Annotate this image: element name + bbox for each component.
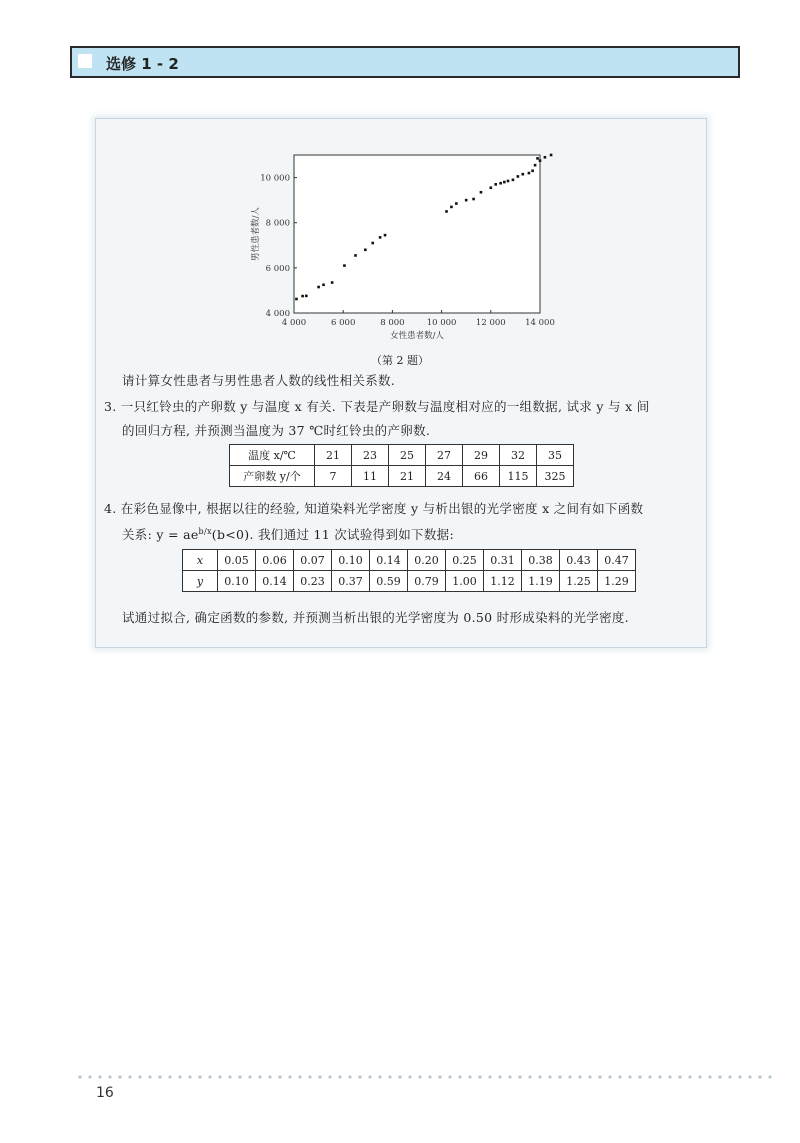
y-tick-label: 4 000 xyxy=(265,309,290,319)
table-cell: y xyxy=(183,571,218,592)
scatter-point xyxy=(550,154,553,157)
x-tick-label: 6 000 xyxy=(331,318,356,328)
y-tick-label: 10 000 xyxy=(260,173,290,184)
table-row xyxy=(230,445,574,466)
formula-exponent: b/x xyxy=(198,526,212,536)
table-cell: 29 xyxy=(463,445,500,466)
table-cell: 温度 x/℃ xyxy=(230,445,315,466)
table-cell: 0.31 xyxy=(484,550,522,571)
table-cell: 0.05 xyxy=(218,550,256,571)
table-cell: 0.79 xyxy=(408,571,446,592)
scatter-point xyxy=(379,236,382,239)
scatter-point xyxy=(301,295,304,298)
table-cell: 24 xyxy=(426,466,463,487)
scatter-point xyxy=(503,181,506,184)
footer-divider xyxy=(75,1075,775,1079)
section-title: 选修 1 - 2 xyxy=(106,55,179,73)
scatter-point xyxy=(384,234,387,237)
scatter-point xyxy=(371,242,374,245)
scatter-point xyxy=(544,156,547,159)
table-cell: 27 xyxy=(426,445,463,466)
scatter-point xyxy=(512,179,515,182)
scatter-point xyxy=(490,186,493,189)
scatter-point xyxy=(480,191,483,194)
table-cell: 1.25 xyxy=(560,571,598,592)
table-cell: 11 xyxy=(352,466,389,487)
table-cell: 32 xyxy=(500,445,537,466)
optical-density-table xyxy=(182,549,636,592)
question-4-formula-line xyxy=(122,525,454,543)
temperature-egg-table xyxy=(229,444,574,487)
scatter-point xyxy=(305,295,308,298)
x-tick-label: 12 000 xyxy=(475,318,506,328)
scatter-point xyxy=(465,199,468,202)
table-cell: 25 xyxy=(389,445,426,466)
table-cell: 23 xyxy=(352,445,389,466)
table-cell: 0.37 xyxy=(332,571,370,592)
table-cell: 115 xyxy=(500,466,537,487)
section-header xyxy=(70,46,740,78)
y-axis-label: 男性患者数/人 xyxy=(251,207,261,261)
scatter-point xyxy=(539,159,542,162)
scatter-point xyxy=(322,283,325,286)
table-cell: 35 xyxy=(537,445,574,466)
question-4-text: 4. 在彩色显像中, 根据以往的经验, 知道染料光学密度 y 与析出银的光学密度 x 之间有如下函数 xyxy=(104,501,644,516)
x-tick-label: 14 000 xyxy=(525,318,555,328)
scatter-point xyxy=(517,175,520,178)
scatter-point xyxy=(354,254,357,257)
table-cell: 1.19 xyxy=(522,571,560,592)
scatter-point xyxy=(536,157,539,160)
table-cell: 0.14 xyxy=(256,571,294,592)
question-2-text: 请计算女性患者与男性患者人数的线性相关系数. xyxy=(122,373,396,388)
scatter-point xyxy=(472,198,475,201)
x-axis-label: 女性患者数/人 xyxy=(390,331,444,341)
table-cell: 0.06 xyxy=(256,550,294,571)
scatter-point xyxy=(531,170,534,173)
table-cell: 0.59 xyxy=(370,571,408,592)
scatter-point xyxy=(499,182,502,185)
table-cell: 0.38 xyxy=(522,550,560,571)
table-cell: 0.20 xyxy=(408,550,446,571)
scatter-point xyxy=(528,172,531,175)
table-row xyxy=(183,571,636,592)
x-tick-label: 10 000 xyxy=(426,318,457,328)
table-cell: 325 xyxy=(537,466,574,487)
table-cell: 0.14 xyxy=(370,550,408,571)
scatter-point xyxy=(331,281,334,284)
plot-area xyxy=(294,155,540,313)
x-tick-label: 8 000 xyxy=(380,318,405,328)
scatter-point xyxy=(343,264,346,267)
table-cell: 0.23 xyxy=(294,571,332,592)
scatter-point xyxy=(295,298,298,301)
y-tick-label: 6 000 xyxy=(265,263,290,274)
question-3-text-cont: 的回归方程, 并预测当温度为 37 ℃时红铃虫的产卵数. xyxy=(122,423,431,438)
table-cell: 1.12 xyxy=(484,571,522,592)
table-cell: 0.47 xyxy=(598,550,636,571)
table-cell: 0.10 xyxy=(332,550,370,571)
scatter-point xyxy=(521,173,524,176)
question-4-instruction: 试通过拟合, 确定函数的参数, 并预测当析出银的光学密度为 0.50 时形成染料的光学密度. xyxy=(122,610,629,625)
scatter-point xyxy=(534,164,537,167)
table-cell: 21 xyxy=(315,445,352,466)
formula-suffix: (b<0). 我们通过 11 次试验得到如下数据: xyxy=(211,527,454,542)
y-tick-label: 8 000 xyxy=(265,218,290,229)
scatter-point xyxy=(317,286,320,289)
scatter-point xyxy=(494,183,497,186)
page-number: 16 xyxy=(96,1085,114,1101)
table-cell: 0.10 xyxy=(218,571,256,592)
table-cell: x xyxy=(183,550,218,571)
table-cell: 1.29 xyxy=(598,571,636,592)
question-3-text: 3. 一只红铃虫的产卵数 y 与温度 x 有关. 下表是产卵数与温度相对应的一组数据, 试求 y 与 x 间 xyxy=(104,399,650,414)
table-cell: 66 xyxy=(463,466,500,487)
scatter-point xyxy=(450,206,453,209)
table-cell: 产卵数 y/个 xyxy=(230,466,315,487)
table-row xyxy=(230,466,574,487)
table-cell: 0.07 xyxy=(294,550,332,571)
table-cell: 7 xyxy=(315,466,352,487)
header-square-icon xyxy=(78,54,92,68)
table-cell: 0.43 xyxy=(560,550,598,571)
formula-prefix: 关系: y = ae xyxy=(122,527,199,542)
x-tick-label: 4 000 xyxy=(281,318,307,328)
scatter-point xyxy=(364,249,367,252)
scatter-point xyxy=(445,210,448,213)
table-cell: 0.25 xyxy=(446,550,484,571)
table-cell: 21 xyxy=(389,466,426,487)
table-cell: 1.00 xyxy=(446,571,484,592)
table-row xyxy=(183,550,636,571)
scatter-chart xyxy=(246,149,566,349)
exercise-card xyxy=(95,118,707,648)
figure-caption: （第 2 题） xyxy=(371,354,429,367)
scatter-point xyxy=(455,202,458,205)
scatter-point xyxy=(507,180,510,183)
